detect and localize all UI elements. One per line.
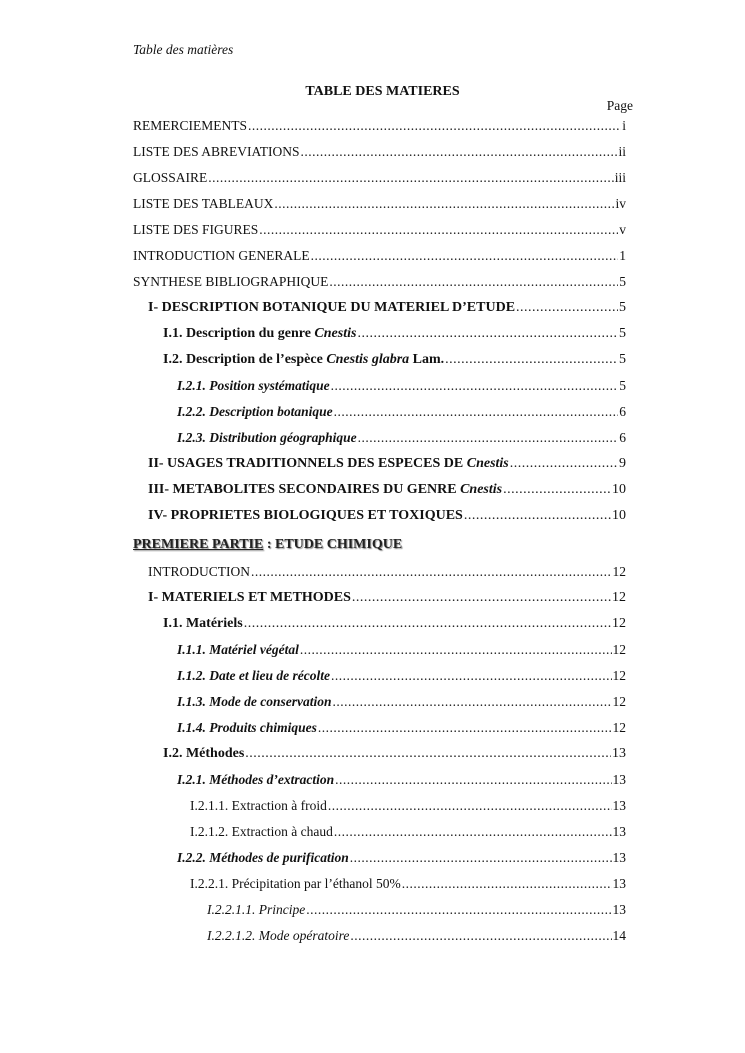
- toc-entry-page: iv: [615, 196, 626, 211]
- toc-entry[interactable]: [190, 824, 626, 844]
- dot-leader: [464, 508, 611, 524]
- dot-leader: [357, 326, 618, 342]
- running-header: Table des matières: [133, 42, 234, 57]
- toc-entry-label: [207, 928, 349, 944]
- dot-leader: [259, 222, 618, 238]
- toc-entry-label-part: I.2. Description de l’espèce: [163, 352, 327, 367]
- toc-entry-label: [177, 850, 349, 866]
- toc-entry-label: [207, 902, 305, 918]
- dot-leader: [445, 352, 618, 368]
- toc-entry-label-part: Cnestis glabra: [326, 352, 410, 367]
- toc-entry-label-part: I- DESCRIPTION BOTANIQUE DU MATERIEL D’ETUDE: [148, 300, 516, 315]
- toc-entry-label-part: I.2.2. Méthodes de purification: [177, 850, 349, 865]
- toc-entry-label-part: I.1.3. Mode de conservation: [177, 694, 332, 709]
- toc-entry-label-part: SYNTHESE BIBLIOGRAPHIQUE: [133, 274, 329, 289]
- dot-leader: [334, 824, 612, 840]
- page-title: TABLE DES MATIERES: [305, 84, 460, 99]
- toc-entry[interactable]: [177, 404, 626, 424]
- toc-entry-page: 12: [612, 564, 626, 579]
- toc-entry-label: [148, 564, 250, 580]
- toc-entry-label-part: I.2.2. Description botanique: [177, 404, 333, 419]
- toc-entry-label: [133, 170, 207, 186]
- toc-entry[interactable]: [133, 196, 626, 216]
- dot-leader: [208, 170, 613, 186]
- dot-leader: [328, 798, 612, 814]
- toc-entry-page: 10: [612, 508, 626, 523]
- toc-entry-label-part: REMERCIEMENTS: [133, 118, 248, 133]
- toc-entry-page: 5: [619, 274, 626, 289]
- toc-entry-label: [148, 300, 515, 316]
- toc-entry-label: [177, 430, 357, 446]
- toc-entry-label-part: LISTE DES ABREVIATIONS: [133, 144, 300, 159]
- toc-entry-label: [177, 720, 317, 736]
- toc-entry-label-part: I.2. Méthodes: [163, 746, 245, 761]
- dot-leader: [245, 746, 611, 762]
- dot-leader: [329, 274, 618, 290]
- toc-entry-label: [177, 694, 332, 710]
- dot-leader: [334, 404, 619, 420]
- toc-entry-page: 6: [619, 430, 626, 445]
- toc-entry-label: [177, 642, 299, 658]
- toc-entry[interactable]: [133, 274, 626, 294]
- toc-entry-label: [177, 772, 334, 788]
- toc-entry-label-part: LISTE DES TABLEAUX: [133, 196, 274, 211]
- toc-entry-label: [190, 824, 333, 840]
- toc-entry[interactable]: [163, 326, 626, 346]
- toc-entry-label-part: III- METABOLITES SECONDAIRES DU GENRE: [148, 482, 461, 497]
- toc-entry-page: 5: [619, 300, 626, 315]
- toc-entry-label: [148, 508, 463, 524]
- dot-leader: [331, 668, 612, 684]
- toc-entry-page: 13: [612, 746, 626, 761]
- toc-entry-page: 13: [612, 772, 626, 787]
- toc-entry[interactable]: [177, 720, 626, 740]
- dot-leader: [331, 378, 619, 394]
- toc-entry-label: [133, 144, 300, 160]
- toc-entry-page: i: [622, 118, 626, 133]
- toc-entry-page: 1: [619, 248, 626, 263]
- toc-entry-label: [133, 222, 258, 238]
- toc-entry[interactable]: [177, 694, 626, 714]
- page-column-label: Page: [606, 98, 633, 113]
- toc-entry-label-part: I.2.1.1. Extraction à froid: [190, 798, 327, 813]
- toc-entry-page: 12: [612, 590, 626, 605]
- toc-entry-page: 13: [612, 902, 626, 917]
- toc-entry-label: [177, 378, 330, 394]
- toc-entry-page: 9: [619, 456, 626, 471]
- toc-entry-label-part: GLOSSAIRE: [133, 170, 208, 185]
- toc-entry[interactable]: [163, 746, 626, 766]
- toc-entry[interactable]: [190, 876, 626, 896]
- toc-entry-label: [148, 456, 509, 472]
- toc-entry[interactable]: [148, 590, 626, 610]
- toc-entry-label-part: Lam.: [409, 352, 445, 367]
- dot-leader: [350, 850, 612, 866]
- dot-leader: [335, 772, 611, 788]
- toc-entry-label-part: Cnestis: [314, 326, 357, 341]
- toc-entry-label-part: INTRODUCTION: [148, 564, 250, 579]
- toc-entry[interactable]: [133, 170, 626, 190]
- toc-entry-label: [163, 326, 356, 342]
- dot-leader: [352, 590, 611, 606]
- toc-entry-page: 12: [612, 616, 626, 631]
- toc-entry[interactable]: [148, 300, 626, 320]
- part-heading-label: PREMIERE PARTIE: [133, 537, 264, 552]
- toc-entry[interactable]: [177, 668, 626, 688]
- dot-leader: [274, 196, 614, 212]
- dot-leader: [248, 118, 621, 134]
- dot-leader: [333, 694, 612, 710]
- toc-entry-label-part: I.1. Matériels: [163, 616, 243, 631]
- toc-entry-label-part: II- USAGES TRADITIONNELS DES ESPECES DE: [148, 456, 467, 471]
- toc-entry-label: [177, 668, 330, 684]
- dot-leader: [516, 300, 618, 316]
- dot-leader: [510, 456, 618, 472]
- toc-entry-label-part: I.2.2.1.2. Mode opératoire: [207, 928, 350, 943]
- toc-entry[interactable]: [177, 642, 626, 662]
- toc-entry-label-part: I.1.4. Produits chimiques: [177, 720, 317, 735]
- toc-entry-page: 12: [612, 668, 626, 683]
- toc-entry-page: 10: [612, 482, 626, 497]
- dot-leader: [503, 482, 611, 498]
- toc-entry[interactable]: [177, 430, 626, 450]
- toc-entry-page: 13: [612, 824, 626, 839]
- toc-entry-page: 13: [612, 850, 626, 865]
- toc-entry[interactable]: [133, 222, 626, 242]
- toc-entry[interactable]: [148, 482, 626, 502]
- toc-entry-label-part: I.1. Description du genre: [163, 326, 315, 341]
- toc-entry-label-part: I- MATERIELS ET METHODES: [148, 590, 351, 605]
- toc-entry[interactable]: [148, 564, 626, 584]
- toc-entry-page: 13: [612, 798, 626, 813]
- dot-leader: [300, 642, 612, 658]
- dot-leader: [306, 902, 611, 918]
- toc-entry-page: iii: [614, 170, 626, 185]
- toc-entry-label-part: I.2.1. Méthodes d’extraction: [177, 772, 335, 787]
- toc-entry[interactable]: [163, 616, 626, 636]
- toc-entry-page: 12: [612, 694, 626, 709]
- toc-entry[interactable]: [133, 144, 626, 164]
- toc-entry[interactable]: [177, 378, 626, 398]
- toc-entry-label-part: I.1.2. Date et lieu de récolte: [177, 668, 330, 683]
- toc-entry-label: [190, 876, 401, 892]
- dot-leader: [318, 720, 612, 736]
- toc-entry[interactable]: [133, 248, 626, 268]
- toc-entry[interactable]: [190, 798, 626, 818]
- toc-entry-label: [163, 746, 244, 762]
- part-heading-subtitle: : ETUDE CHIMIQUE: [263, 537, 403, 552]
- toc-entry[interactable]: [207, 902, 626, 922]
- toc-entry-label: [133, 118, 247, 134]
- toc-entry-label: [148, 590, 351, 606]
- toc-entry-page: 14: [612, 928, 626, 943]
- dot-leader: [350, 928, 611, 944]
- toc-entry-label: [163, 352, 444, 368]
- toc-entry[interactable]: [148, 456, 626, 476]
- dot-leader: [301, 144, 618, 160]
- toc-entry-label: [133, 196, 273, 212]
- toc-entry-page: v: [619, 222, 626, 237]
- toc-entry-label: [133, 274, 328, 290]
- toc-entry-page: ii: [618, 144, 626, 159]
- toc-entry-label-part: I.2.2.1.1. Principe: [207, 902, 306, 917]
- toc-entry-label-part: LISTE DES FIGURES: [133, 222, 259, 237]
- toc-entry-page: 12: [612, 642, 626, 657]
- toc-entry[interactable]: [177, 772, 626, 792]
- toc-entry-page: 13: [612, 876, 626, 891]
- toc-entry-label-part: Cnestis: [466, 456, 509, 471]
- toc-entry-label-part: IV- PROPRIETES BIOLOGIQUES ET TOXIQUES: [148, 508, 463, 523]
- toc-entry-label-part: Cnestis: [460, 482, 503, 497]
- toc-entry[interactable]: [207, 928, 626, 948]
- dot-leader: [402, 876, 612, 892]
- toc-entry[interactable]: [177, 850, 626, 870]
- toc-entry-label: [148, 482, 502, 498]
- toc-entry-page: 5: [619, 326, 626, 341]
- toc-entry-label: [190, 798, 327, 814]
- toc-entry-label-part: INTRODUCTION GENERALE: [133, 248, 310, 263]
- toc-entry-label-part: I.2.1.2. Extraction à chaud: [190, 824, 333, 839]
- toc-entry-page: 12: [612, 720, 626, 735]
- dot-leader: [311, 248, 619, 264]
- toc-entry-label-part: I.2.2.1. Précipitation par l’éthanol 50%: [190, 876, 401, 891]
- dot-leader: [244, 616, 611, 632]
- toc-entry-label-part: I.2.1. Position systématique: [177, 378, 330, 393]
- toc-entry[interactable]: [163, 352, 626, 372]
- toc-entry-label: [177, 404, 333, 420]
- toc-entry[interactable]: [148, 508, 626, 528]
- toc-entry-label-part: I.2.3. Distribution géographique: [177, 430, 357, 445]
- toc-entry-page: 6: [619, 404, 626, 419]
- toc-entry-label-part: I.1.1. Matériel végétal: [177, 642, 299, 657]
- dot-leader: [251, 564, 612, 580]
- toc-entry-label: [133, 248, 310, 264]
- toc-entry[interactable]: [133, 118, 626, 138]
- toc-entry-page: 5: [619, 352, 626, 367]
- toc-entry-label: [163, 616, 243, 632]
- toc-entry-page: 5: [619, 378, 626, 393]
- part-heading: [133, 537, 402, 553]
- dot-leader: [358, 430, 619, 446]
